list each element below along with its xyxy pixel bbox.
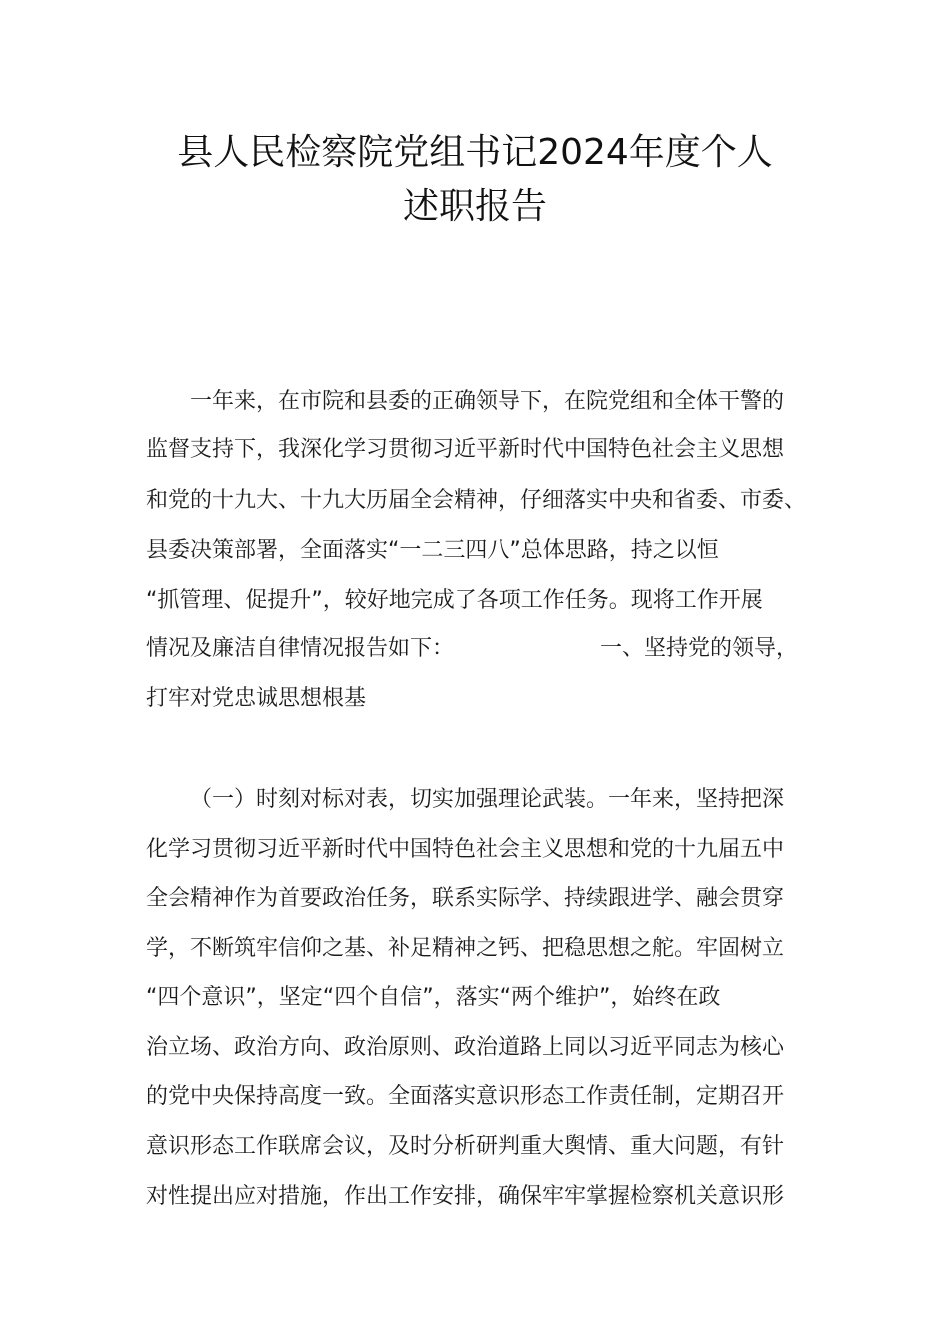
paragraph-1-line-4: 县委决策部署，全面落实“一二三四八”总体思路，持之以恒 [146,538,719,563]
paragraph-2-line-1: （一）时刻对标对表，切实加强理论武装。一年来，坚持把深 [190,787,785,812]
document-title-line-2: 述职报告 [402,186,547,227]
paragraph-1-line-1: 一年来，在市院和县委的正确领导下，在院党组和全体干警的 [190,389,785,414]
paragraph-1-line-2: 监督支持下，我深化学习贯彻习近平新时代中国特色社会主义思想 [146,437,785,462]
paragraph-2-line-2: 化学习贯彻习近平新时代中国特色社会主义思想和党的十九届五中 [146,837,785,862]
document-title-line-1: 县人民检察院党组书记2024年度个人 [177,132,773,173]
paragraph-1-line-6: 情况及廉洁自律情况报告如下： [146,636,455,661]
section-1-heading-part-2: 打牢对党忠诚思想根基 [146,686,367,711]
paragraph-2-line-8: 意识形态工作联席会议，及时分析研判重大舆情、重大问题，有针 [146,1134,785,1159]
section-1-heading-part-1: 一、坚持党的领导， [600,636,799,661]
paragraph-2-line-5: “四个意识”，坚定“四个自信”，落实“两个维护”，始终在政 [146,985,721,1010]
paragraph-2-line-7: 的党中央保持高度一致。全面落实意识形态工作责任制，定期召开 [146,1084,785,1109]
paragraph-2-line-6: 治立场、政治方向、政治原则、政治道路上同以习近平同志为核心 [146,1035,785,1060]
paragraph-1-line-3: 和党的十九大、十九大历届全会精神，仔细落实中央和省委、市委、 [146,488,807,513]
paragraph-2-line-9: 对性提出应对措施，作出工作安排，确保牢牢掌握检察机关意识形 [146,1184,785,1209]
paragraph-2-line-4: 学，不断筑牢信仰之基、补足精神之钙、把稳思想之舵。牢固树立 [146,936,785,961]
paragraph-1-line-5: “抓管理、促提升”，较好地完成了各项工作任务。现将工作开展 [146,588,763,613]
paragraph-2-line-3: 全会精神作为首要政治任务，联系实际学、持续跟进学、融会贯穿 [146,886,785,911]
